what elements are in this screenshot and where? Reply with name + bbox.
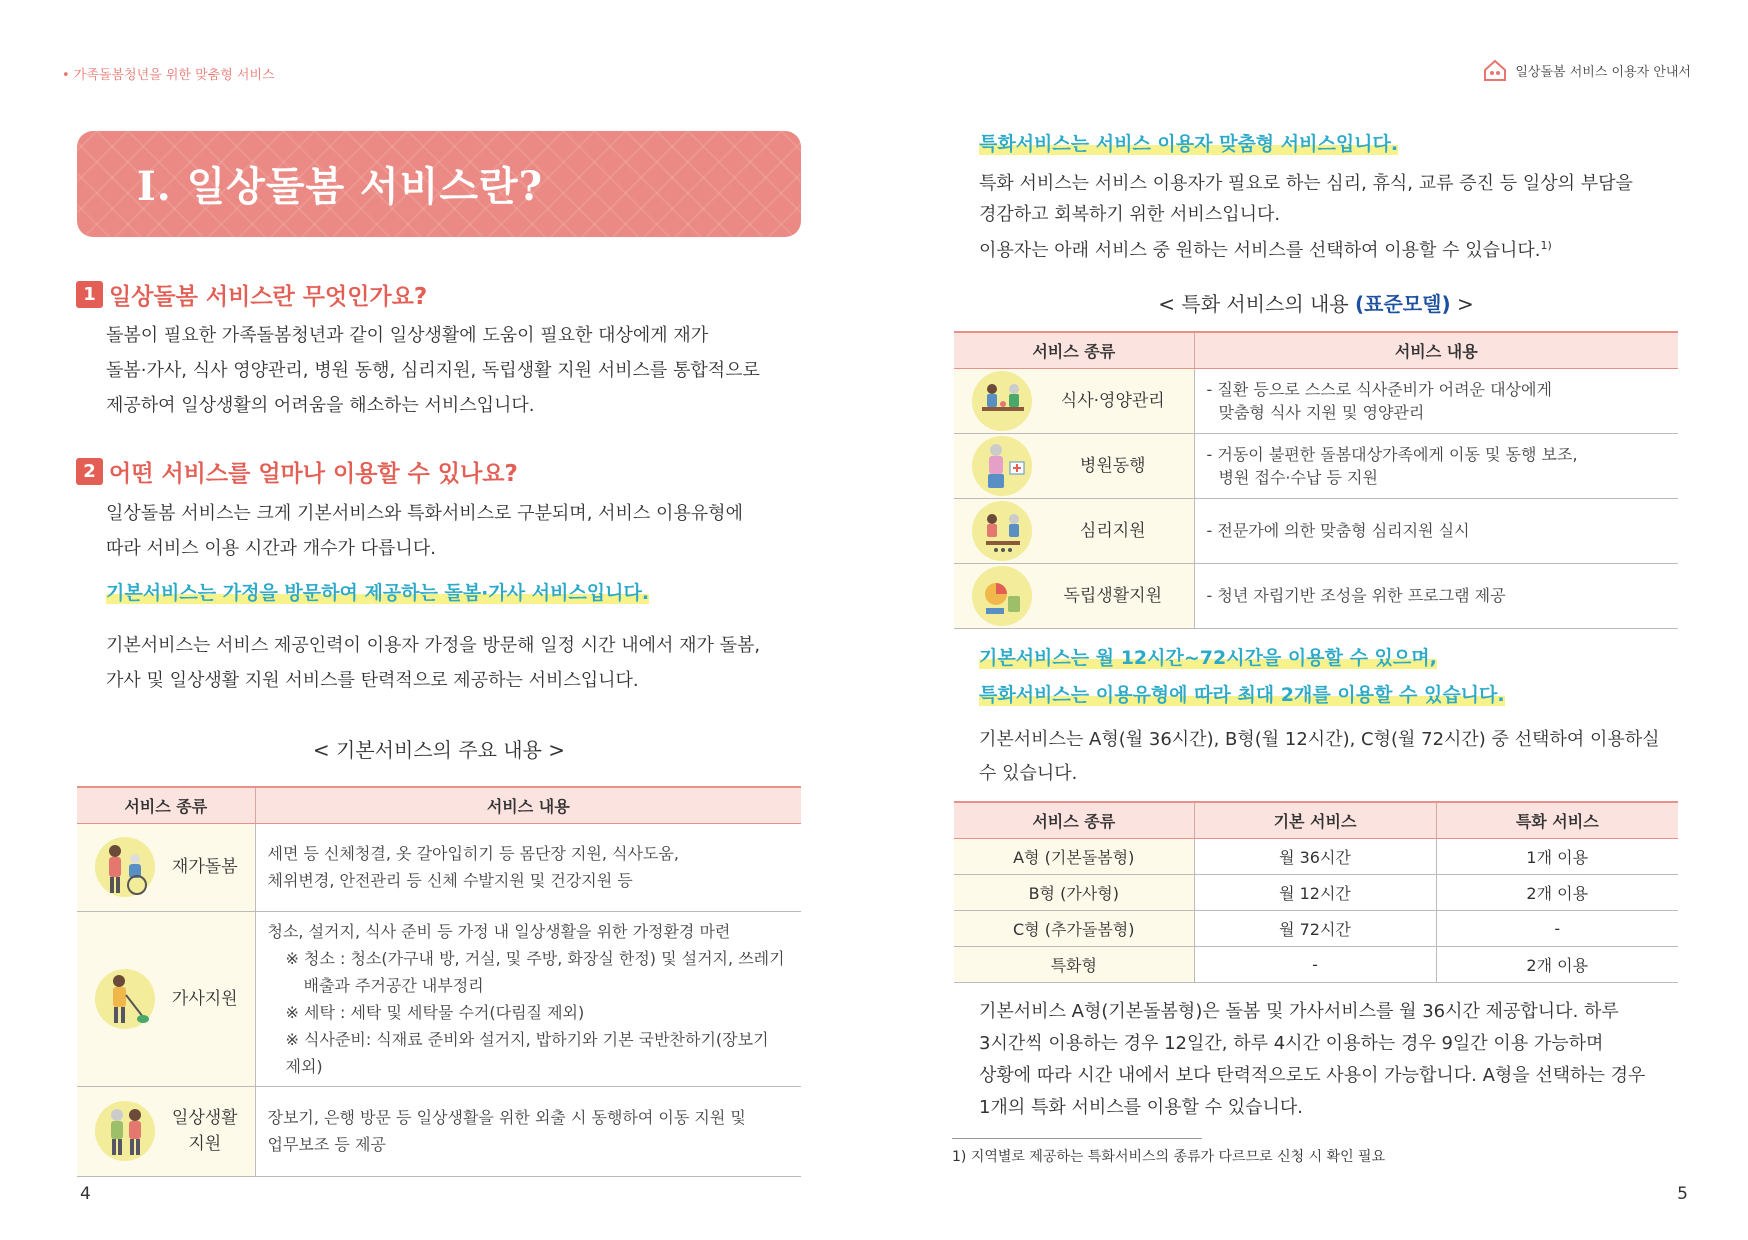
page-number: 4: [80, 1184, 91, 1204]
walking-assist-icon: [95, 1101, 155, 1161]
content-line: ※ 세탁 : 세탁 및 세탁물 수거(다림질 제외): [285, 1002, 585, 1022]
independent-living-icon: [972, 566, 1032, 626]
content-line: 장보기, 은행 방문 등 일상생활을 위한 외출 시 동행하여 이동 지원 및: [267, 1108, 746, 1127]
service-kind-label: 독립생활지원: [1063, 585, 1163, 606]
question-2-title: 어떤 서비스를 얼마나 이용할 수 있나요?: [109, 461, 518, 487]
table-row: [77, 823, 801, 911]
description-line: 경감하고 회복하기 위한 서비스입니다.: [979, 204, 1281, 225]
usage-highlight: 기본서비스는 월 12시간~72시간을 이용할 수 있으며, 특화서비스는 이용유형에 따라 최대 2개를 이용할 수 있습니다.: [979, 647, 1505, 706]
description-line: 기본서비스는 서비스 제공인력이 이용자 가정을 방문해 일정 시간 내에서 재가 돌봄,: [106, 635, 761, 656]
running-head-left: • 가족돌봄청년을 위한 맞춤형 서비스: [62, 68, 275, 83]
service-kind-label: 일상생활 지원: [171, 1108, 238, 1154]
answer-line: 돌봄이 필요한 가족돌봄청년과 같이 일상생활에 도움이 필요한 대상에게 재가: [106, 325, 709, 346]
content-line: 청소, 설거지, 식사 준비 등 가정 내 일상생활을 위한 가정환경 마련: [267, 921, 731, 941]
right-page: [874, 0, 1748, 1240]
content-line: - 청년 자립기반 조성을 위한 프로그램 제공: [1206, 586, 1506, 605]
content-line: 병원 접수·수납 등 지원: [1218, 467, 1378, 487]
basic-service-description: [106, 628, 806, 698]
content-line: 맞춤형 식사 지원 및 영양관리: [1218, 402, 1425, 422]
summary-paragraph: [979, 996, 1679, 1124]
summary-line: 1개의 특화 서비스를 이용할 수 있습니다.: [979, 1097, 1303, 1118]
service-type-description: [979, 723, 1679, 791]
description-line: 가사 및 일상생활 지원 서비스를 탄력적으로 제공하는 서비스입니다.: [106, 670, 639, 691]
table-header-special: 특화 서비스: [1436, 802, 1678, 838]
type-cell: C형 (추가돌봄형): [954, 910, 1194, 946]
table-row: [954, 838, 1678, 874]
content-line: - 질환 등으로 스스로 식사준비가 어려운 대상에게: [1206, 379, 1552, 399]
content-line: 업무보조 등 제공: [267, 1135, 386, 1154]
content-line: - 전문가에 의한 맞춤형 심리지원 실시: [1206, 521, 1470, 540]
question-1-title: 일상돌봄 서비스란 무엇인가요?: [109, 284, 428, 310]
description-line: 이용자는 아래 서비스 중 원하는 서비스를 선택하여 이용할 수 있습니다.$^{1)}$: [979, 239, 1552, 261]
answer-line: 일상돌봄 서비스는 크게 기본서비스와 특화서비스로 구분되며, 서비스 이용유형에: [106, 503, 743, 524]
content-line: - 거동이 불편한 돌봄대상가족에게 이동 및 동행 보조,: [1206, 444, 1578, 464]
special-table-caption: < 특화 서비스의 내용 (표준모델) >: [1158, 292, 1474, 316]
table-header-kind: 서비스 종류: [954, 802, 1194, 838]
basic-cell: 월 36시간: [1194, 838, 1436, 874]
basic-cell: 월 72시간: [1194, 910, 1436, 946]
special-cell: 1개 이용: [1436, 838, 1678, 874]
special-service-description: [979, 168, 1679, 266]
content-line: 배출과 주거공간 내부정리: [303, 975, 484, 995]
footnote: 1) 지역별로 제공하는 특화서비스의 종류가 다르므로 신청 시 확인 필요: [952, 1149, 1386, 1165]
special-cell: 2개 이용: [1436, 946, 1678, 982]
house-logo-icon: [1481, 56, 1509, 84]
service-kind-label: 병원동행: [1079, 455, 1146, 476]
meal-nutrition-icon: [972, 371, 1032, 431]
special-cell: -: [1436, 910, 1678, 946]
section-title: Ⅰ. 일상돌봄 서비스란?: [137, 163, 544, 210]
table-header-content: 서비스 내용: [1194, 332, 1678, 368]
table-header-content: 서비스 내용: [255, 787, 801, 823]
table-row: [954, 874, 1678, 910]
question-1-heading: [76, 278, 427, 311]
table-row: [954, 910, 1678, 946]
question-2-number: 2: [76, 458, 103, 485]
table-row: [954, 368, 1678, 433]
service-kind-label: 가사지원: [171, 988, 238, 1009]
question-2-heading: [76, 455, 518, 488]
type-cell: A형 (기본돌봄형): [954, 838, 1194, 874]
table-row: [954, 433, 1678, 498]
special-service-table: [954, 331, 1678, 629]
summary-line: 기본서비스 A형(기본돌봄형)은 돌봄 및 가사서비스를 월 36시간 제공합니다. 하루: [979, 1001, 1619, 1022]
running-head-right: [1481, 56, 1691, 84]
table-row: [954, 946, 1678, 982]
type-cell: 특화형: [954, 946, 1194, 982]
hospital-escort-icon: [972, 436, 1032, 496]
page-number: 5: [1677, 1184, 1688, 1204]
vacuum-cleaning-icon: [95, 969, 155, 1029]
special-service-highlight: 특화서비스는 서비스 이용자 맞춤형 서비스입니다.: [979, 133, 1399, 155]
basic-service-highlight: 기본서비스는 가정을 방문하여 제공하는 돌봄·가사 서비스입니다.: [106, 582, 650, 604]
type-cell: B형 (가사형): [954, 874, 1194, 910]
basic-cell: -: [1194, 946, 1436, 982]
running-head-text: 일상돌봄 서비스 이용자 안내서: [1515, 64, 1691, 80]
content-line: ※ 식사준비: 식재료 준비와 설거지, 밥하기와 기본 국반찬하기(장보기 제외): [285, 1029, 769, 1076]
section-banner: [77, 131, 801, 237]
description-line: 수 있습니다.: [979, 763, 1078, 784]
footnote-marker: 1): [1540, 239, 1552, 252]
basic-table-caption: < 기본서비스의 주요 내용 >: [312, 738, 566, 762]
table-header-kind: 서비스 종류: [77, 787, 255, 823]
service-kind-label: 재가돌봄: [171, 857, 238, 877]
content-line: 세면 등 신체청결, 옷 갈아입히기 등 몸단장 지원, 식사도움,: [267, 844, 679, 863]
counseling-icon: [972, 501, 1032, 561]
service-kind-label: 식사·영양관리: [1060, 390, 1165, 411]
table-row: [77, 911, 801, 1086]
answer-line: 제공하여 일상생활의 어려움을 해소하는 서비스입니다.: [106, 395, 535, 416]
footnote-divider: [952, 1138, 1202, 1139]
content-line: ※ 청소 : 청소(가구내 방, 거실, 및 주방, 화장실 한정) 및 설거지, 쓰레기: [285, 948, 785, 968]
table-row: [954, 498, 1678, 563]
service-kind-label: 심리지원: [1079, 520, 1146, 541]
table-header-basic: 기본 서비스: [1194, 802, 1436, 838]
summary-line: 상황에 따라 시간 내에서 보다 탄력적으로도 사용이 가능합니다. A형을 선택하는 경우: [979, 1065, 1646, 1086]
table-header-kind: 서비스 종류: [954, 332, 1194, 368]
question-1-answer: [106, 318, 806, 423]
basic-service-table: [77, 786, 801, 1177]
description-line: 기본서비스는 A형(월 36시간), B형(월 12시간), C형(월 72시간) 중 선택하여 이용하실: [979, 729, 1660, 750]
question-1-number: 1: [76, 281, 103, 308]
table-row: [954, 563, 1678, 628]
answer-line: 따라 서비스 이용 시간과 개수가 다릅니다.: [106, 538, 436, 559]
basic-cell: 월 12시간: [1194, 874, 1436, 910]
description-line: 특화 서비스는 서비스 이용자가 필요로 하는 심리, 휴식, 교류 증진 등 일상의 부담을: [979, 173, 1633, 194]
special-cell: 2개 이용: [1436, 874, 1678, 910]
summary-line: 3시간씩 이용하는 경우 12일간, 하루 4시간 이용하는 경우 9일간 이용 가능하며: [979, 1033, 1604, 1054]
question-2-answer: [106, 496, 806, 566]
usage-type-table: [954, 801, 1678, 983]
caregiver-wheelchair-icon: [95, 837, 155, 897]
content-line: 체위변경, 안전관리 등 신체 수발지원 및 건강지원 등: [267, 871, 633, 890]
table-row: [77, 1086, 801, 1176]
answer-line: 돌봄·가사, 식사 영양관리, 병원 동행, 심리지원, 독립생활 지원 서비스를 통합적으로: [106, 360, 760, 381]
